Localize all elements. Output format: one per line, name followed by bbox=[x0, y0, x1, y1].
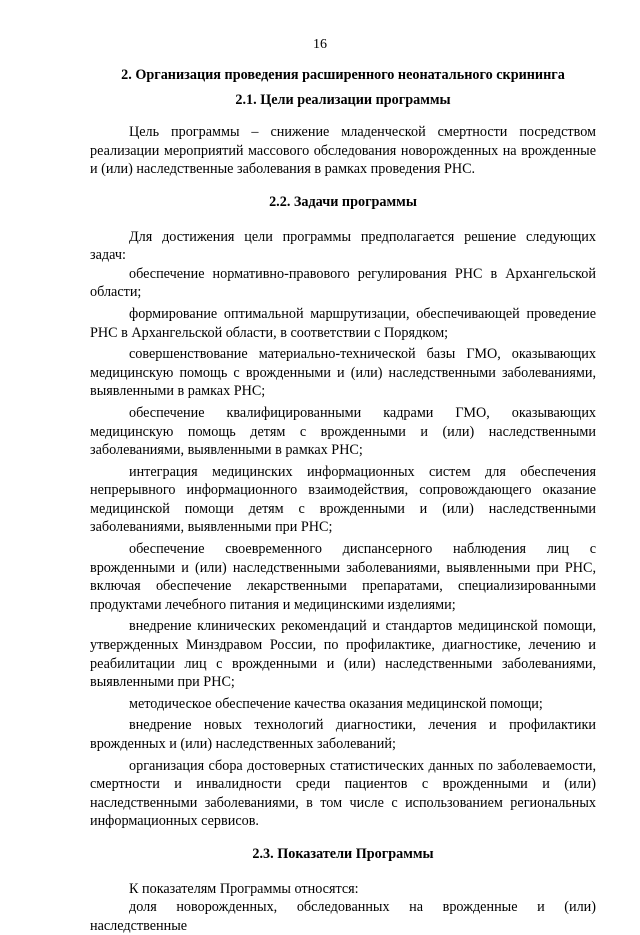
task-item: формирование оптимальной маршрутизации, обеспечивающей проведение РНС в Архангельской области, в соответствии с Порядком; bbox=[90, 305, 596, 341]
task-item: интеграция медицинских информационных систем для обеспечения непрерывного информационного взаимодействия, сопровождающего оказание медицинской помощи детям с врожденными и (или) наследственными заболеваниями, выявленными при РНС; bbox=[90, 463, 596, 536]
document-body bbox=[90, 66, 596, 935]
subsection-title-goals: 2.1. Цели реализации программы bbox=[235, 91, 451, 108]
task-item: внедрение новых технологий диагностики, лечения и профилактики врожденных и (или) наследственных заболеваний; bbox=[90, 717, 596, 752]
subsection-title-indicators: 2.3. Показатели Программы bbox=[252, 845, 434, 862]
task-item: внедрение клинических рекомендаций и стандартов медицинской помощи, утвержденных Минздравом России, по профилактике, диагностике, лечению и реабилитации лиц с врожденными и (или) наследственными заболеваниями, выявленными при РНС; bbox=[90, 618, 596, 691]
subsection-title-tasks: 2.2. Задачи программы bbox=[269, 193, 417, 210]
indicator-item: доля новорожденных, обследованных на врожденные и (или) наследственные bbox=[90, 899, 596, 934]
task-item: организация сбора достоверных статистических данных по заболеваемости, смертности и инвалидности среди пациентов с врожденными и (или) наследственными заболеваниями, в том числе с использованием региональных информационных сервисов. bbox=[90, 757, 596, 830]
task-item: совершенствование материально-технической базы ГМО, оказывающих медицинскую помощь с врожденными и (или) наследственными заболеваниями, выявленными в рамках РНС; bbox=[90, 346, 596, 400]
task-item: методическое обеспечение качества оказания медицинской помощи; bbox=[129, 695, 543, 712]
indicators-intro: К показателям Программы относятся: bbox=[129, 880, 359, 897]
task-item: обеспечение своевременного диспансерного наблюдения лиц с врожденными и (или) наследственными заболеваниями, выявленными при РНС, включая обеспечение лекарственными препаратами, специализированными продуктами лечебного питания и медицинскими изделиями; bbox=[90, 541, 596, 613]
tasks-intro: Для достижения цели программы предполагается решение следующих задач: bbox=[90, 228, 596, 264]
goals-paragraph: Цель программы – снижение младенческой смертности посредством реализации мероприятий массового обследования новорожденных на врожденные и (или) наследственные заболевания в рамках проведения РНС. bbox=[90, 124, 596, 178]
task-item: обеспечение квалифицированными кадрами ГМО, оказывающих медицинскую помощь детям с врожденными и (или) наследственными заболеваниями, выявленными в рамках РНС; bbox=[90, 404, 596, 459]
section-title: 2. Организация проведения расширенного неонатального скрининга bbox=[121, 67, 565, 83]
page-number: 16 bbox=[313, 37, 327, 52]
task-item: обеспечение нормативно-правового регулирования РНС в Архангельской области; bbox=[90, 265, 596, 301]
